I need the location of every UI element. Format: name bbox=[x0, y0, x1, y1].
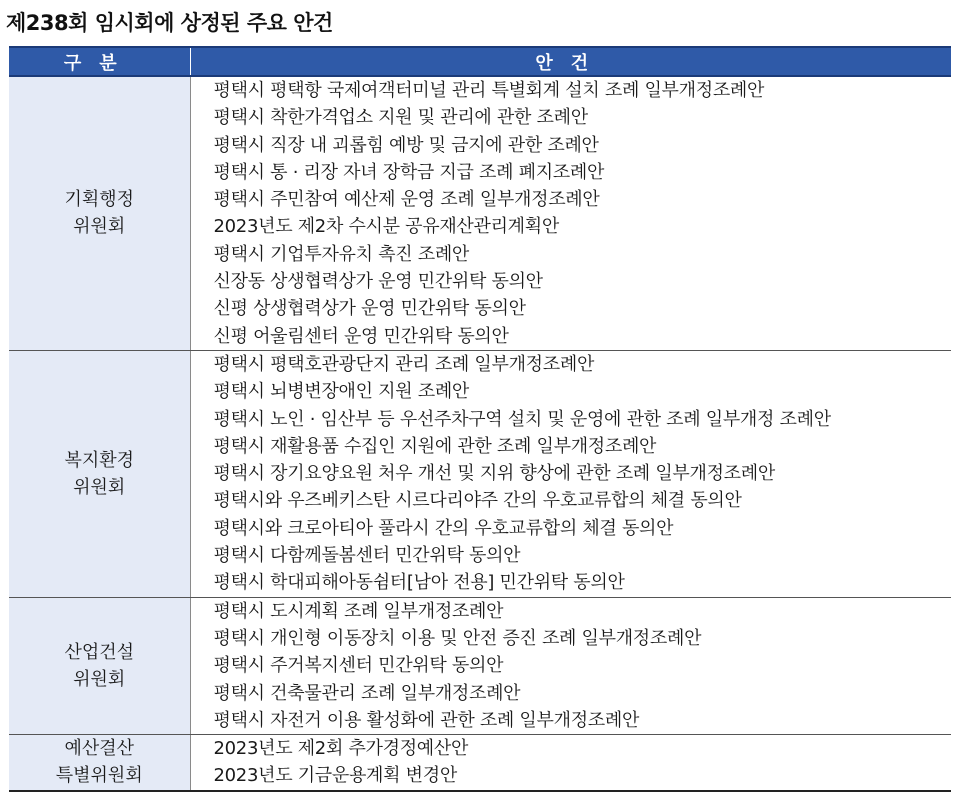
agenda-item: 평택시 개인형 이동장치 이용 및 안전 증진 조례 일부개정조례안 bbox=[213, 627, 702, 649]
committee-name bbox=[9, 597, 190, 734]
agenda-item: 평택시 재활용품 수집인 지원에 관한 조례 일부개정조례안 bbox=[213, 435, 657, 457]
table-header-row bbox=[9, 47, 951, 76]
committee-name bbox=[9, 350, 190, 597]
table-row bbox=[9, 735, 951, 791]
committee-name-line: 예산결산 bbox=[64, 738, 135, 760]
table-row bbox=[9, 597, 951, 734]
agenda-item: 신장동 상생협력상가 운영 민간위탁 동의안 bbox=[213, 271, 543, 293]
header-category: 구분 bbox=[9, 47, 190, 76]
agenda-item: 평택시와 우즈베키스탄 시르다리야주 간의 우호교류합의 체결 동의안 bbox=[213, 490, 742, 512]
agenda-item: 평택시와 크로아티아 풀라시 간의 우호교류합의 체결 동의안 bbox=[213, 517, 674, 539]
agenda-item: 2023년도 기금운용계획 변경안 bbox=[213, 765, 457, 787]
page-title: 제238회 임시회에 상정된 주요 안건 bbox=[6, 11, 333, 35]
agenda-item: 평택시 노인 · 임산부 등 우선주차구역 설치 및 운영에 관한 조례 일부개정 조례안 bbox=[213, 408, 831, 430]
agenda-list bbox=[190, 597, 951, 734]
committee-name-line: 특별위원회 bbox=[55, 765, 143, 787]
agenda-item: 2023년도 제2차 수시분 공유재산관리계획안 bbox=[213, 216, 559, 238]
agenda-item: 평택시 주거복지센터 민간위탁 동의안 bbox=[213, 655, 504, 677]
committee-name-line: 위원회 bbox=[73, 668, 126, 690]
agenda-item: 평택시 착한가격업소 지원 및 관리에 관한 조례안 bbox=[213, 107, 588, 129]
agenda-item: 평택시 평택호관광단지 관리 조례 일부개정조례안 bbox=[213, 353, 595, 375]
agenda-list bbox=[190, 735, 951, 791]
agenda-item: 2023년도 제2회 추가경정예산안 bbox=[213, 738, 469, 760]
committee-name bbox=[9, 735, 190, 791]
agenda-table bbox=[9, 46, 951, 792]
agenda-item: 평택시 통 · 리장 자녀 장학금 지급 조례 폐지조례안 bbox=[213, 161, 605, 183]
committee-name-line: 기획행정 bbox=[64, 189, 135, 211]
agenda-item: 평택시 뇌병변장애인 지원 조례안 bbox=[213, 381, 469, 403]
agenda-item: 평택시 학대피해아동쉼터[남아 전용] 민간위탁 동의안 bbox=[213, 572, 625, 594]
agenda-list bbox=[190, 350, 951, 597]
agenda-item: 평택시 주민참여 예산제 운영 조례 일부개정조례안 bbox=[213, 189, 600, 211]
agenda-item: 신평 상생협력상가 운영 민간위탁 동의안 bbox=[213, 298, 526, 320]
agenda-item: 평택시 건축물관리 조례 일부개정조례안 bbox=[213, 682, 521, 704]
agenda-list bbox=[190, 76, 951, 350]
committee-name bbox=[9, 76, 190, 350]
agenda-item: 평택시 장기요양요원 처우 개선 및 지위 향상에 관한 조례 일부개정조례안 bbox=[213, 463, 775, 485]
agenda-item: 평택시 도시계획 조례 일부개정조례안 bbox=[213, 600, 504, 622]
agenda-item: 평택시 직장 내 괴롭힘 예방 및 금지에 관한 조례안 bbox=[213, 134, 599, 156]
committee-name-line: 위원회 bbox=[73, 216, 126, 238]
table-row bbox=[9, 76, 951, 350]
agenda-item: 평택시 평택항 국제여객터미널 관리 특별회계 설치 조례 일부개정조례안 bbox=[213, 80, 765, 101]
agenda-item: 평택시 다함께돌봄센터 민간위탁 동의안 bbox=[213, 545, 521, 567]
committee-name-line: 위원회 bbox=[73, 476, 126, 498]
header-agenda: 안건 bbox=[190, 47, 951, 76]
table-row bbox=[9, 350, 951, 597]
agenda-item: 평택시 기업투자유치 촉진 조례안 bbox=[213, 243, 469, 265]
agenda-item: 평택시 자전거 이용 활성화에 관한 조례 일부개정조례안 bbox=[213, 709, 640, 731]
committee-name-line: 산업건설 bbox=[64, 641, 135, 663]
table-body bbox=[9, 76, 951, 791]
agenda-item: 신평 어울림센터 운영 민간위탁 동의안 bbox=[213, 325, 509, 347]
committee-name-line: 복지환경 bbox=[64, 449, 135, 471]
